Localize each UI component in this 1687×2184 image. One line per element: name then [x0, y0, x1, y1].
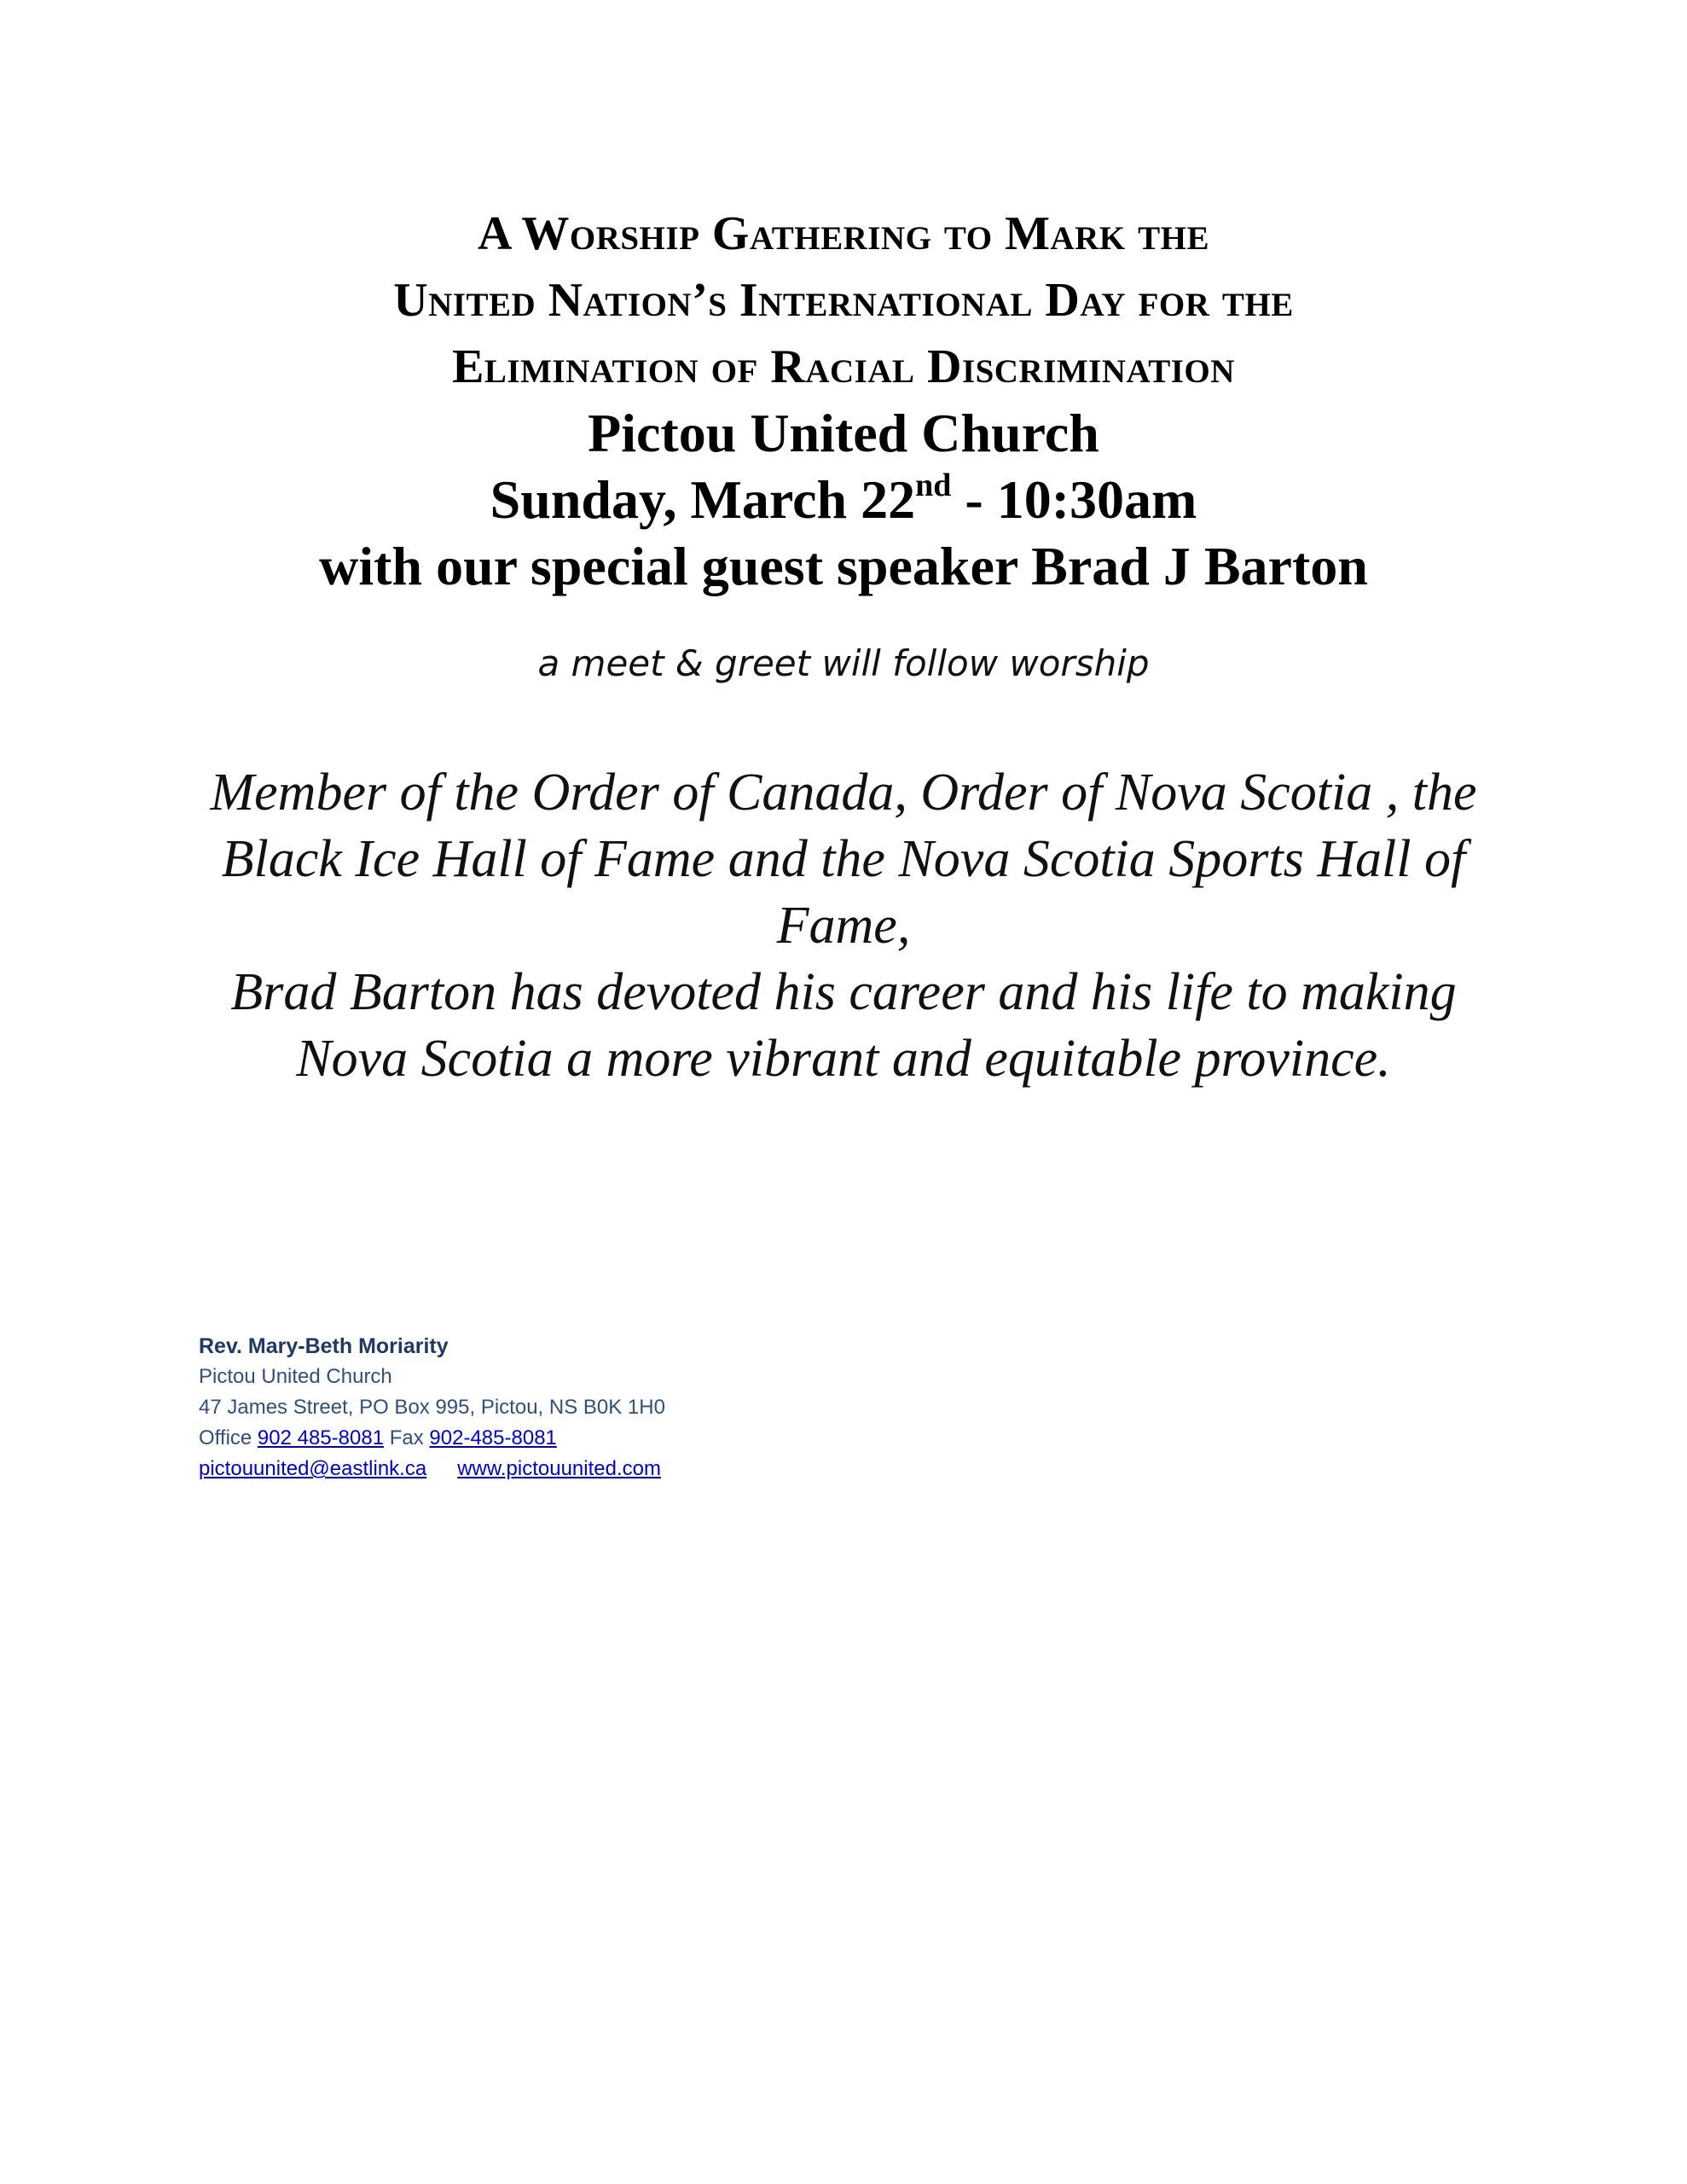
- church-name: Pictou United Church: [588, 403, 1099, 463]
- event-time: - 10:30am: [951, 469, 1197, 530]
- speaker-devotion: Brad Barton has devoted his career and his life to making Nova Scotia a more vibrant and equitable province.: [230, 963, 1457, 1088]
- event-date: [0, 467, 1687, 533]
- speaker-bio: [171, 759, 1516, 1092]
- website-link[interactable]: www.pictouunited.com: [457, 1457, 661, 1480]
- title-line-2: United Nation’s International Day for the: [393, 274, 1294, 327]
- title-line-3: Elimination of Racial Discrimination: [452, 340, 1235, 393]
- title-line-1: A Worship Gathering to Mark the: [478, 207, 1209, 260]
- contact-signature: [199, 1331, 1222, 1484]
- signature-church: Pictou United Church: [199, 1365, 392, 1388]
- event-date-ordinal: nd: [915, 468, 952, 503]
- event-title-block: [0, 200, 1687, 600]
- signature-links: [199, 1454, 1222, 1484]
- speaker-honors: Member of the Order of Canada, Order of Nova Scotia , the Black Ice Hall of Fame and the Nova Scotia Sports Hall of Fame,: [210, 764, 1477, 955]
- guest-speaker-line: with our special guest speaker Brad J Barton: [319, 536, 1368, 596]
- office-label: Office: [199, 1426, 252, 1449]
- email-link[interactable]: pictouunited@eastlink.ca: [199, 1457, 427, 1480]
- office-phone-link[interactable]: 902 485-8081: [257, 1426, 385, 1449]
- signature-name: Rev. Mary-Beth Moriarity: [199, 1334, 449, 1358]
- meet-greet-note: a meet & greet will follow worship: [537, 642, 1150, 684]
- fax-phone-link[interactable]: 902-485-8081: [429, 1426, 557, 1449]
- signature-phones: [199, 1423, 1222, 1454]
- event-date-day: Sunday, March 22: [490, 469, 916, 530]
- fax-label: Fax: [389, 1426, 424, 1449]
- signature-address: 47 James Street, PO Box 995, Pictou, NS B0K 1H0: [199, 1396, 665, 1419]
